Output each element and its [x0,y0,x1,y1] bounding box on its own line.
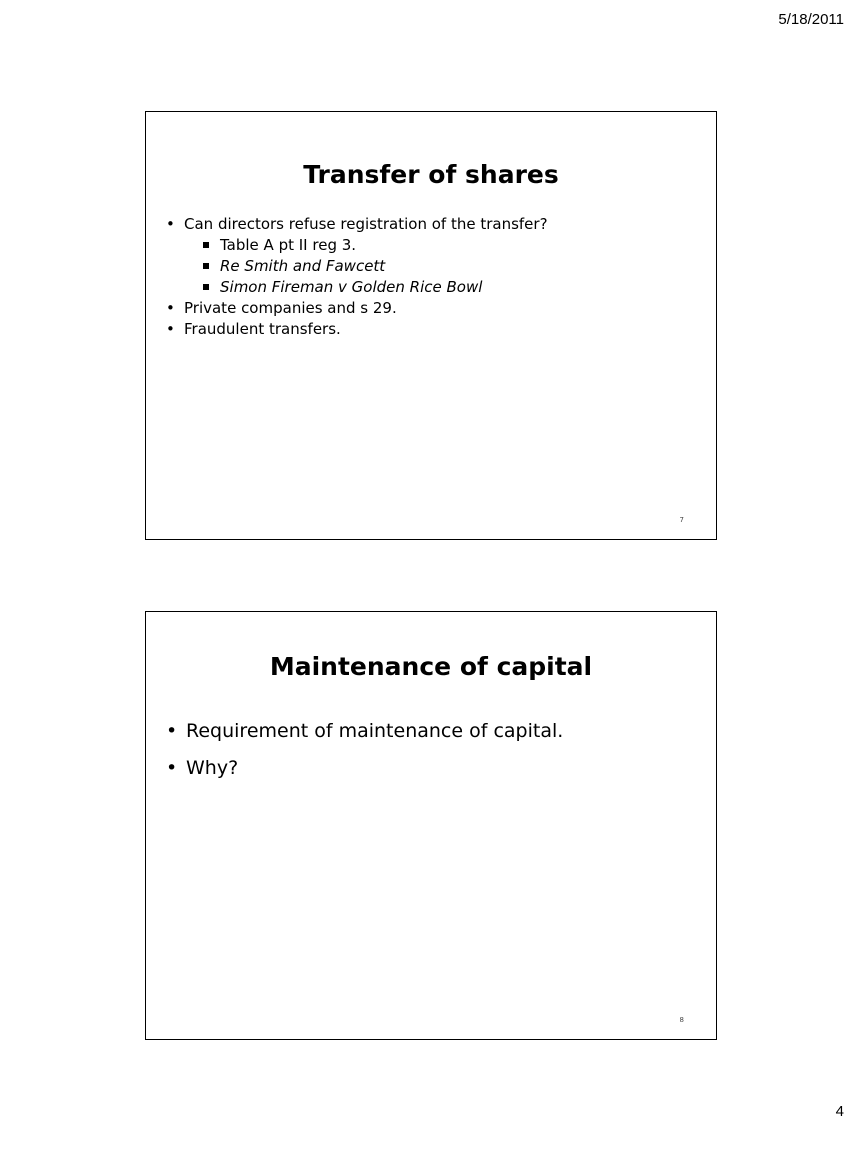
bullet-dot-icon: • [166,299,175,317]
list-item [166,714,696,748]
bullet-list [166,714,696,788]
bullet-text: Why? [186,757,239,779]
bullet-dot-icon: • [166,757,178,779]
bullet-text: Requirement of maintenance of capital. [186,720,564,742]
list-item [166,214,696,298]
slide-transfer-of-shares [145,111,717,540]
list-item [166,319,696,340]
bullet-dot-icon: • [166,320,175,338]
square-bullet-icon [203,284,209,290]
slide-maintenance-of-capital [145,611,717,1040]
slide-number: 7 [679,516,684,524]
page-date: 5/18/2011 [778,11,844,28]
list-item [184,235,696,256]
list-item [184,277,696,298]
sub-bullet-text: Table A pt II reg 3. [220,236,357,254]
slide-title: Transfer of shares [303,160,559,189]
bullet-text: Can directors refuse registration of the transfer? [184,215,548,233]
bullet-dot-icon: • [166,215,175,233]
list-item [184,256,696,277]
bullet-text: Fraudulent transfers. [184,320,341,338]
slide-title: Maintenance of capital [269,652,593,681]
sub-bullet-text: Re Smith and Fawcett [220,257,386,275]
list-item [166,298,696,319]
square-bullet-icon [203,242,209,248]
bullet-list [166,214,696,340]
bullet-text: Private companies and s 29. [184,299,397,317]
slide-number: 8 [679,1016,684,1024]
square-bullet-icon [203,263,209,269]
bullet-dot-icon: • [166,720,178,742]
sub-bullet-list [184,235,696,298]
sub-bullet-text: Simon Fireman v Golden Rice Bowl [220,278,483,296]
list-item [166,751,696,785]
page-number: 4 [835,1103,844,1120]
